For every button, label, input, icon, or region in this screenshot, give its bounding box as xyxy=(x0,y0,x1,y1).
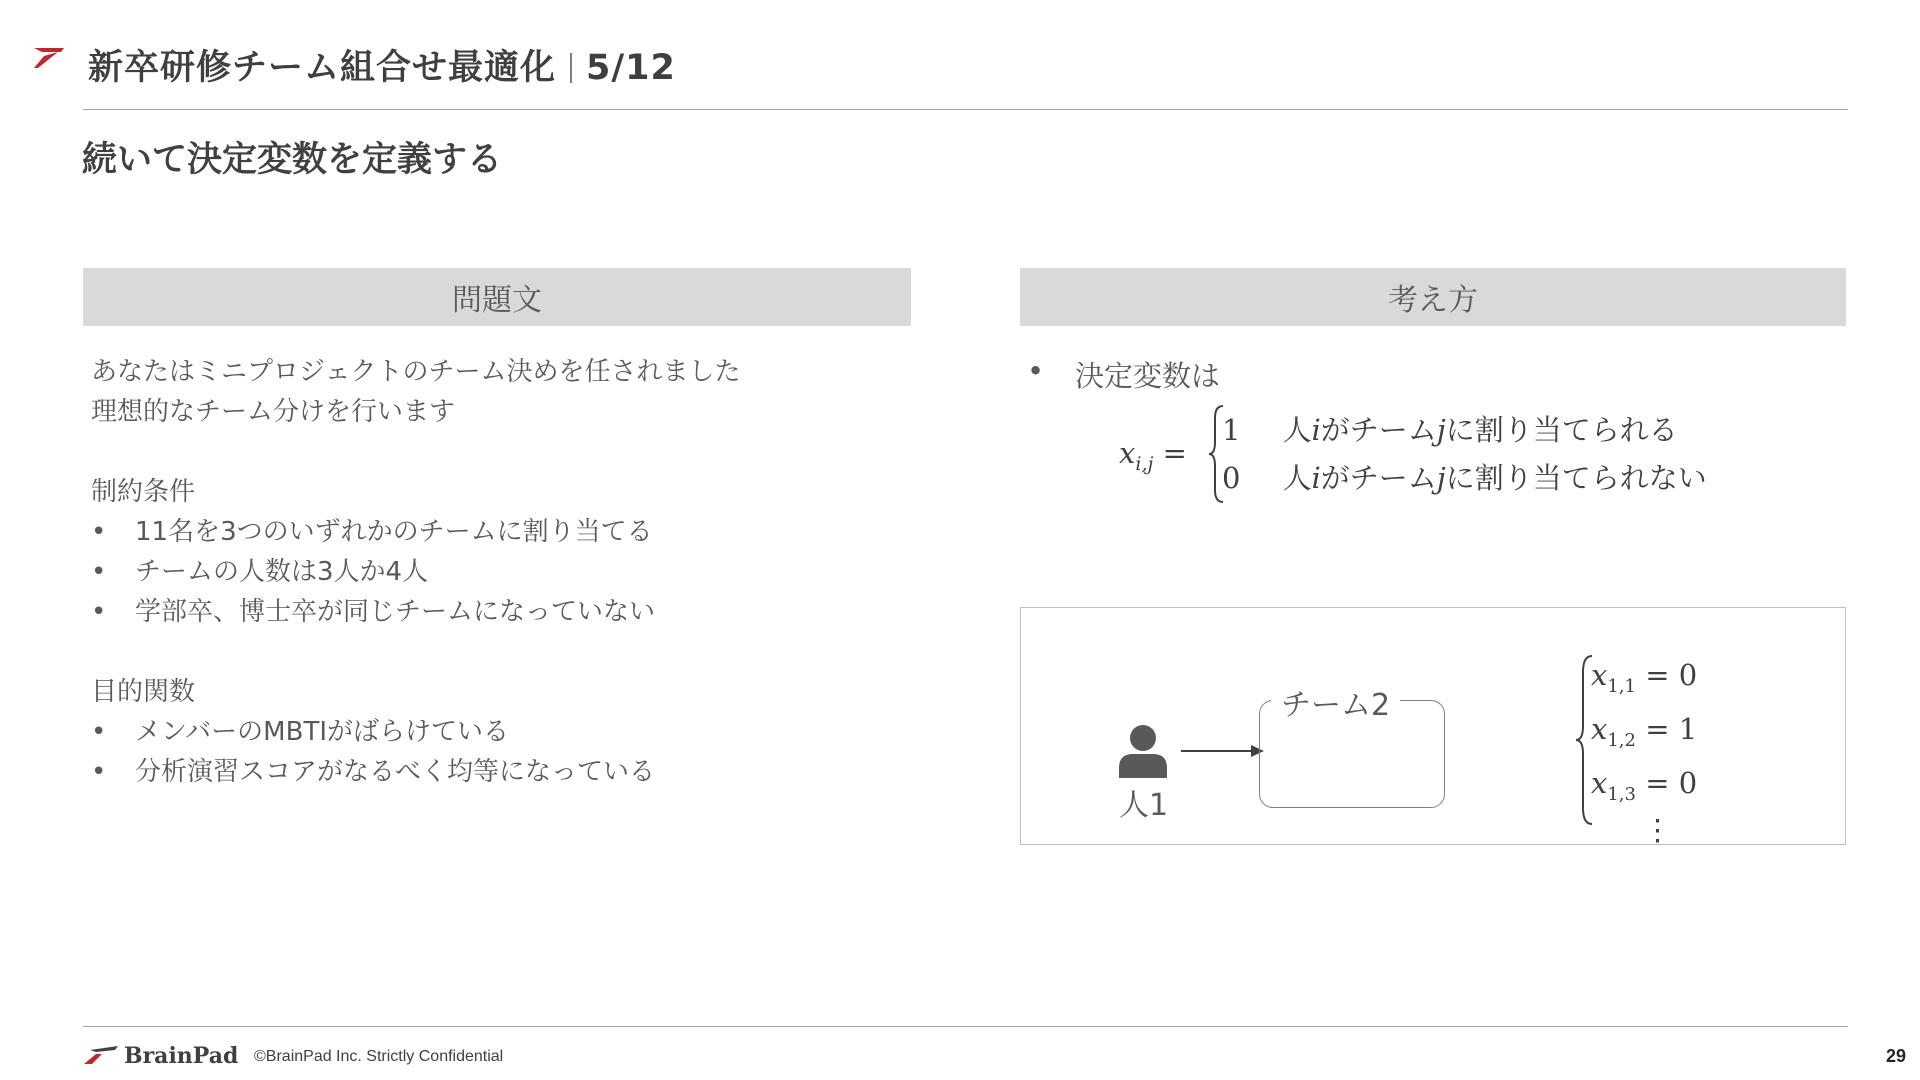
title-text: 新卒研修チーム組合せ最適化 xyxy=(88,48,557,88)
problem-panel-heading: 問題文 xyxy=(83,268,911,326)
brainpad-footer-logo xyxy=(82,1040,242,1070)
header-divider xyxy=(83,109,1848,110)
brainpad-logo-mark-icon xyxy=(30,46,66,70)
arrow-icon xyxy=(1181,744,1265,758)
objective-item: • 分析演習スコアがなるべく均等になっている xyxy=(91,757,656,787)
constraint-item: • チームの人数は3人か4人 xyxy=(91,557,429,587)
intro-line: あなたはミニプロジェクトのチーム決めを任されました xyxy=(91,357,741,387)
constraints-title: 制約条件 xyxy=(91,477,196,507)
title-separator xyxy=(570,53,572,83)
svg-text:BrainPad: BrainPad xyxy=(124,1043,239,1069)
assignment-ellipsis: ⋮ xyxy=(1643,813,1672,848)
approach-panel-heading: 考え方 xyxy=(1020,268,1846,326)
objective-title: 目的関数 xyxy=(91,677,196,707)
constraint-item: • 学部卒、博士卒が同じチームになっていない xyxy=(91,597,656,627)
team-label: チーム2 xyxy=(1271,680,1400,724)
decision-variable-formula xyxy=(1110,400,1810,510)
constraint-item: • 11名を3つのいずれかのチームに割り当てる xyxy=(91,517,653,547)
assignment-diagram xyxy=(1020,607,1846,848)
assignment-list xyxy=(1591,654,1698,848)
slide-subtitle: 続いて決定変数を定義する xyxy=(82,140,503,180)
formula-case-0: 0 人iがチームjに割り当てられない xyxy=(1222,461,1707,495)
assignment-row: $x_{1,1} = 0$ xyxy=(1591,658,1698,697)
problem-panel-body xyxy=(91,352,951,792)
person-icon xyxy=(1117,724,1169,778)
formula-case-1: 1 人iがチームjに割り当てられる xyxy=(1222,413,1678,447)
intro-line: 理想的なチーム分けを行います xyxy=(91,397,456,427)
person-label: 人1 xyxy=(1119,788,1169,823)
copyright-text: ©BrainPad Inc. Strictly Confidential xyxy=(254,1048,504,1065)
assignment-row: $x_{1,3} = 0$ xyxy=(1591,765,1698,805)
footer-divider xyxy=(83,1026,1848,1027)
slide-title xyxy=(88,40,676,90)
approach-bullet: • 決定変数は xyxy=(1027,354,1221,393)
page-progress: 5/12 xyxy=(586,48,676,88)
objective-item: • メンバーのMBTIがばらけている xyxy=(91,717,509,747)
assignment-row: $x_{1,2} = 1$ xyxy=(1591,711,1698,751)
formula-lhs: $x_{i,j}$ = xyxy=(1119,436,1187,475)
page-number: 29 xyxy=(1885,1046,1906,1066)
